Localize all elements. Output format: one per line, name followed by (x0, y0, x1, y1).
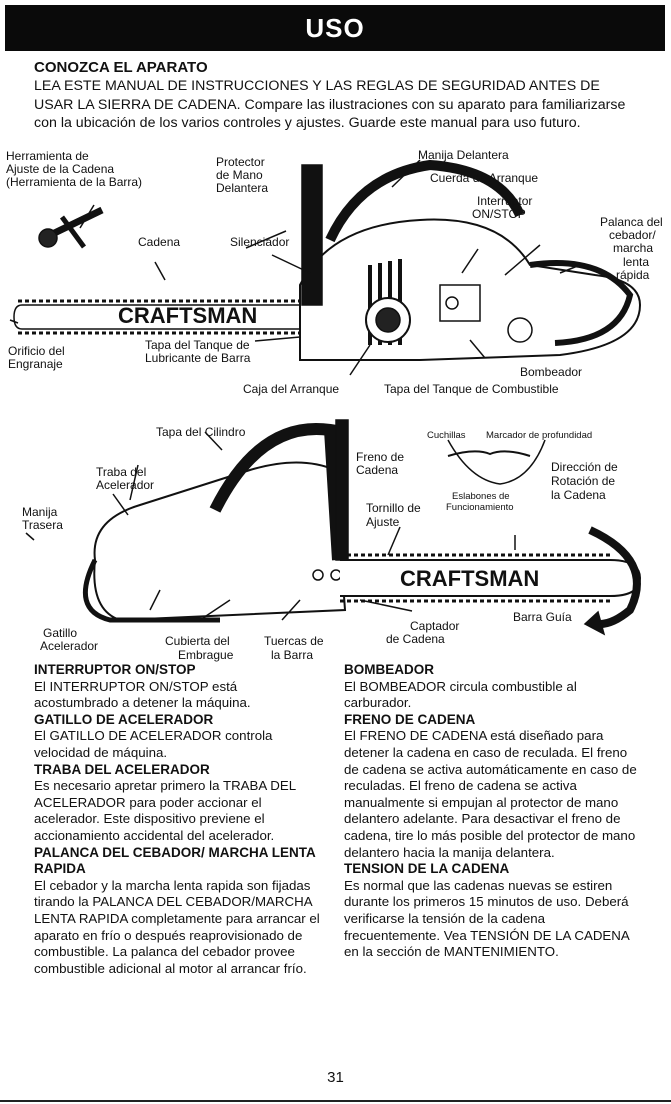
label-cutters: Cuchillas (427, 430, 466, 441)
label-sprocket-1: Orificio del (8, 344, 65, 358)
right-text-column (344, 662, 644, 961)
label-rear-handle-2: Trasera (22, 518, 63, 532)
intro-paragraph: LEA ESTE MANUAL DE INSTRUCCIONES Y LAS REGLAS DE SEGURIDAD ANTES DE USAR LA SIERRA DE CADENA. Compare las ilustraciones con su aparato para familiarizarse con la ubicación de los varios controles y ajustes. Guarde este manual para uso futuro. (34, 78, 626, 131)
label-choke-1: Palanca del (600, 215, 663, 229)
label-brake-1: Freno de (356, 450, 405, 464)
label-guide-bar: Barra Guía (513, 610, 572, 624)
heading-throttle-trigger: GATILLO DE ACELERADOR (34, 711, 214, 727)
label-choke-5: rápida (616, 268, 650, 282)
label-starter-housing: Caja del Arranque (243, 382, 340, 396)
label-rear-handle-1: Manija (22, 505, 58, 519)
heading-on-stop: INTERRUPTOR ON/STOP (34, 662, 196, 677)
label-sprocket-2: Engranaje (8, 357, 63, 371)
label-cylinder-cover: Tapa del Cilindro (156, 425, 246, 439)
label-lockout-2: Acelerador (96, 478, 155, 492)
text-primer: El BOMBEADOR circula combustible al carburador. (344, 678, 577, 711)
page-number: 31 (327, 1069, 344, 1086)
heading-chain-tension: TENSION DE LA CADENA (344, 861, 510, 877)
label-starter-rope: Cuerda de Arranque (430, 171, 539, 185)
label-depth-gauge: Marcador de profundidad (486, 430, 593, 441)
text-throttle-lockout: Es necesario apretar primero la TRABA DEL ACELERADOR para poder accionar el acelerador. Este dispositivo previene el accionamiento accidental del acelerador. (34, 778, 296, 843)
label-switch-2: ON/STOP (472, 207, 526, 221)
label-choke-3: marcha (613, 241, 654, 255)
text-on-stop: El INTERRUPTOR ON/STOP está acostumbrado a detener la máquina. (34, 678, 251, 711)
label-guard-1: Protector (216, 155, 265, 169)
label-primer: Bombeador (520, 365, 583, 379)
label-direction-3: la Cadena (551, 488, 606, 502)
heading-choke: PALANCA DEL CEBADOR/ MARCHA LENTA RAPIDA (34, 844, 316, 877)
heading-primer: BOMBEADOR (344, 662, 434, 677)
label-bar-nuts-2: la Barra (271, 648, 314, 662)
label-oil-tank-2: Lubricante de Barra (145, 351, 251, 365)
label-clutch-cover-1: Cubierta del (165, 634, 230, 648)
label-choke-4: lenta (623, 255, 650, 269)
label-chain: Cadena (138, 235, 181, 249)
label-fuel-cap: Tapa del Tanque de Combustible (384, 382, 559, 396)
text-chain-tension: Es normal que las cadenas nuevas se estiren durante los primeros 15 minutos de uso. Deberá verificarse la tensión de la cadena frecuentemente. Vea TENSIÓN DE LA CADENA en la sección de MANTENIMIENTO. (344, 877, 630, 960)
label-brake-2: Cadena (356, 463, 399, 477)
label-oil-tank-1: Tapa del Tanque de (145, 338, 250, 352)
label-trigger-1: Gatillo (43, 626, 78, 640)
label-switch-1: Interruptor (477, 194, 533, 208)
brand-logo-side: CRAFTSMAN (400, 566, 540, 591)
heading-throttle-lockout: TRABA DEL ACELERADOR (34, 761, 210, 777)
label-tool-2: Ajuste de la Cadena (6, 162, 115, 176)
label-trigger-2: Acelerador (40, 639, 99, 653)
text-choke: El cebador y la marcha lenta rapida son fijadas tirando la PALANCA DEL CEBADOR/MARCHA LENTA RAPIDA completamente para arrancar el aparato en frío o después reaprovisionado de combustible. La palanca del cebador provee combustible adicional al motor al arrancar frío. (34, 877, 320, 976)
label-muffler: Silenciador (230, 235, 290, 249)
label-chain-catcher-2: de Cadena (386, 632, 445, 646)
label-drive-links-2: Funcionamiento (446, 502, 514, 513)
label-tool-1: Herramienta de (6, 149, 89, 163)
text-throttle-trigger: El GATILLO DE ACELERADOR controla velocidad de máquina. (34, 728, 273, 760)
label-adjust-screw-1: Tornillo de (366, 501, 421, 515)
label-direction-2: Rotación de (551, 474, 616, 488)
left-text-column (34, 662, 324, 977)
label-choke-2: cebador/ (609, 228, 656, 242)
label-direction-1: Dirección de (551, 460, 618, 474)
page-bottom-rule (0, 1100, 671, 1102)
label-chain-catcher-1: Captador (410, 619, 460, 633)
label-tool-3: (Herramienta de la Barra) (6, 175, 143, 189)
label-guard-3: Delantera (216, 181, 269, 195)
label-clutch-cover-2: Embrague (178, 648, 234, 662)
section-title: CONOZCA EL APARATO (34, 59, 208, 76)
section-header: USO (5, 5, 665, 51)
label-bar-nuts-1: Tuercas de (264, 634, 324, 648)
label-guard-2: de Mano (216, 168, 263, 182)
label-front-handle: Manija Delantera (418, 148, 509, 162)
heading-chain-brake: FRENO DE CADENA (344, 711, 476, 727)
label-drive-links-1: Eslabones de (452, 491, 510, 502)
label-adjust-screw-2: Ajuste (366, 515, 400, 529)
text-chain-brake: El FRENO DE CADENA está diseñado para detener la cadena en caso de reculada. El freno de cadena se activa automáticamente en caso de reculadas. El freno de cadena se activa manualmente si empujan al protector de mano delantero adelante. Para desactivar el freno de cadena, tire lo más posible del protector de mano delantero hacia la manija delantera. (344, 728, 637, 860)
label-lockout-1: Traba del (96, 465, 147, 479)
brand-logo-front: CRAFTSMAN (118, 303, 258, 328)
